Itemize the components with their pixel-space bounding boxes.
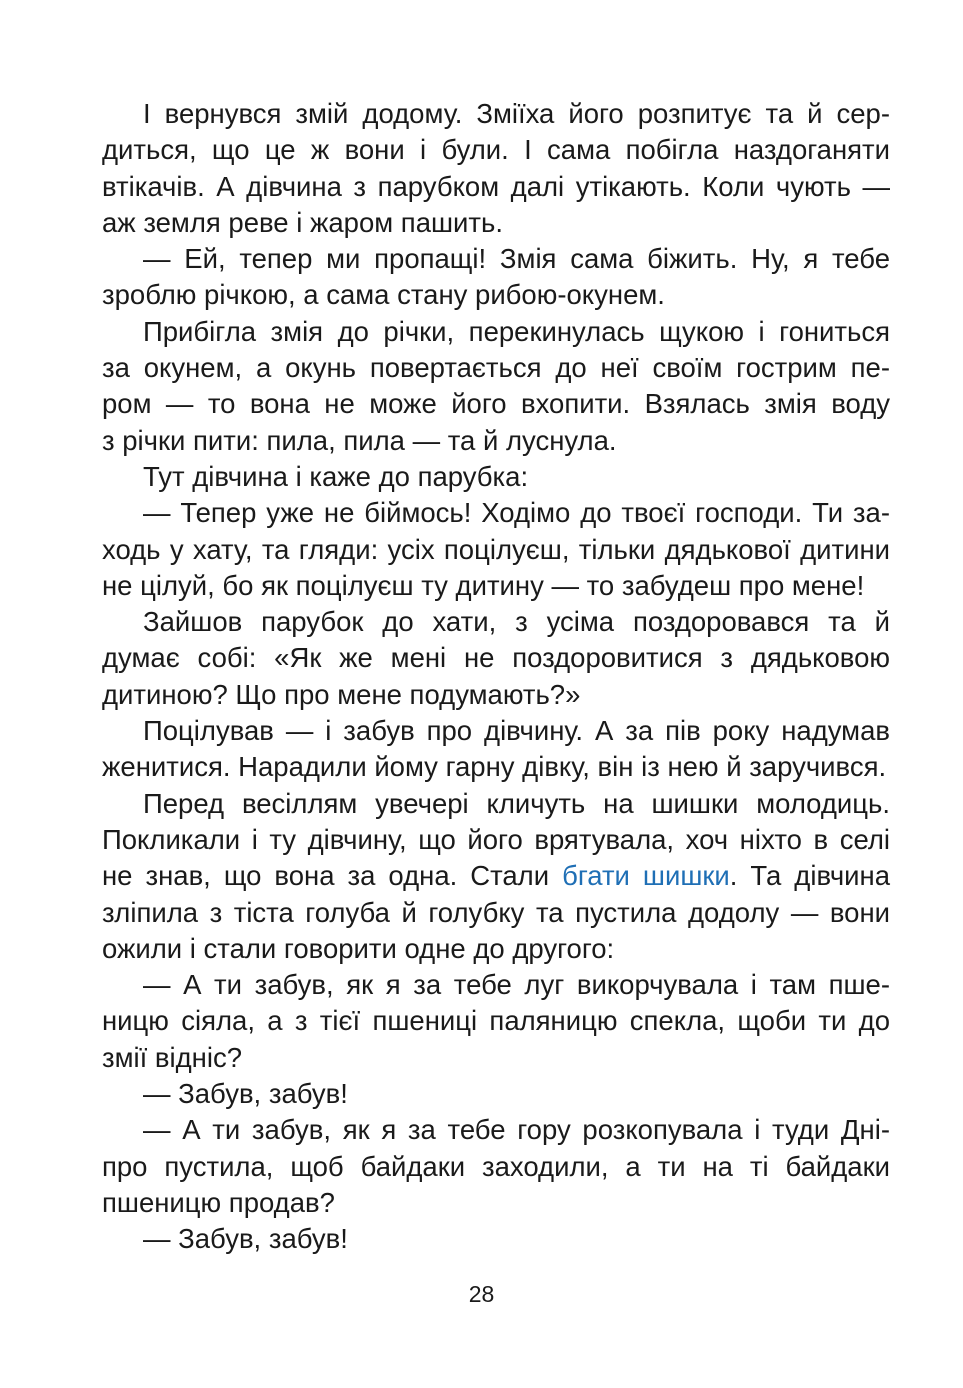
text-line: женитися. Нарадили йому гарну дівку, він із нею й заручився. — [102, 751, 887, 783]
text-line: пшеницю продав? — [102, 1186, 335, 1218]
text-line: про пустила, щоб байдаки заходили, а ти на ті байдаки — [102, 1150, 890, 1182]
text-segment: . Та дівчина — [729, 860, 890, 892]
text-line: ходь у хату, та гляди: усіх поцілуєш, тільки дядькової дитини — [102, 533, 890, 565]
text-line: — Забув, забув! — [143, 1223, 348, 1255]
text-line: з річки пити: пила, пила — та й луснула. — [102, 424, 617, 456]
text-line: Поцілував — і забув про дівчину. А за пів року надумав — [143, 715, 890, 747]
text-line: Прибігла змія до річки, перекинулась щукою і гониться — [143, 315, 890, 347]
text-line: змії відніс? — [102, 1041, 243, 1073]
text-line: дитиною? Що про мене подумають?» — [102, 678, 581, 710]
text-line: не цілуй, бо як поцілуєш ту дитину — то забудеш про мене! — [102, 569, 865, 601]
text-line: — А ти забув, як я за тебе луг викорчувала і там пше- — [143, 969, 890, 1001]
text-line: зроблю річкою, а сама стану рибою-окунем. — [102, 279, 665, 311]
text-line: ром — то вона не може його вхопити. Взялась змія воду — [102, 388, 890, 420]
text-segment: не знав, що вона за одна. Стали — [102, 860, 563, 892]
text-line: — Тепер уже не біймось! Ходімо до твоєї господи. Ти за- — [143, 497, 890, 529]
text-line: думає собі: «Як же мені не поздоровитися з дядьковою — [102, 642, 890, 674]
text-line: Покликали і ту дівчину, що його врятувала, хоч ніхто в селі — [102, 823, 890, 855]
text-line: диться, що це ж вони і були. І сама побігла наздоганяти — [102, 134, 890, 166]
text-line: за окунем, а окунь повертається до неї своїм гострим пе- — [102, 352, 890, 384]
text-line: Перед весіллям увечері кличуть на шишки молодиць. — [143, 787, 890, 819]
text-line: втікачів. А дівчина з парубком далі утікають. Коли чують — — [102, 170, 890, 202]
text-line: І вернувся змій додому. Змiїха його розпитує та й сер- — [143, 98, 890, 129]
text-line: — А ти забув, як я за тебе гору розкопувала і туди Дні- — [143, 1114, 890, 1146]
text-line: — Ей, тепер ми пропащі! Змія сама біжить. Ну, я тебе — [143, 243, 890, 275]
story-text-body — [102, 96, 890, 1258]
text-line: Тут дівчина і каже до парубка: — [143, 460, 529, 492]
text-line: — Забув, забув! — [143, 1078, 348, 1110]
page-number: 28 — [468, 1281, 495, 1307]
text-line: ницю сіяла, а з тієї пшениці паляницю спекла, щоби ти до — [102, 1005, 890, 1037]
text-line: Зайшов парубок до хати, з усіма поздоровався та й — [143, 606, 890, 638]
text-line: аж земля реве і жаром пашить. — [102, 206, 503, 238]
text-line — [102, 858, 890, 894]
glossary-term-link[interactable]: бгати шишки — [562, 860, 730, 892]
text-line: ожили і стали говорити одне до другого: — [102, 932, 615, 964]
text-line: зліпила з тіста голуба й голубку та пустила додолу — вони — [102, 896, 890, 928]
